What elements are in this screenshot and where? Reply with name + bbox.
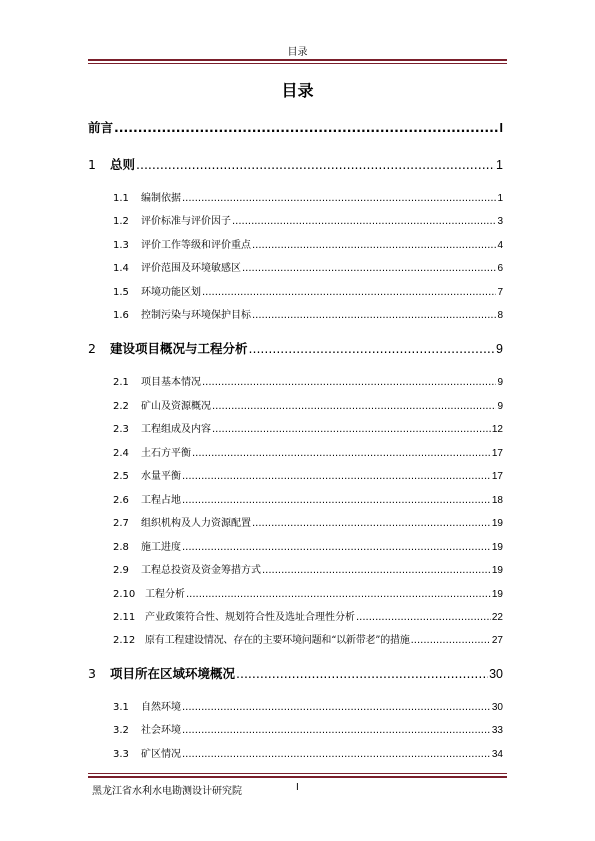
toc-entry-number: 1.1 [113,193,129,204]
toc-entry-title: 工程占地 [141,495,181,506]
toc-entry-number: 2.1 [113,377,129,388]
header-title: 目录 [287,47,308,58]
toc-entry-page: 19 [491,589,503,600]
toc-entry-title: 矿区情况 [141,749,181,760]
toc-entry-page: 19 [491,565,503,576]
toc-entry-1-2[interactable] [113,212,503,227]
toc-entry-page: 22 [491,612,503,623]
toc-entry-title: 组织机构及人力资源配置 [141,518,251,529]
toc-title: 目录 [281,81,314,100]
footer-rule-thick [88,776,507,778]
toc-entry-number: 2.9 [113,565,129,576]
toc-entry-2-3[interactable] [113,420,503,435]
toc-leader-dots [182,749,491,760]
toc-entry-1-5[interactable] [113,283,503,298]
toc-entry-title: 建设项目概况与工程分析 [110,341,248,356]
toc-leader-dots [182,725,491,736]
toc-entry-page: 1 [497,193,503,204]
toc-entry-page: 30 [489,667,503,681]
toc-entry-page: 33 [491,725,503,736]
toc-entry-number: 2.11 [113,612,136,623]
header-rule-thick [88,59,507,61]
toc-entry-number: 3 [88,666,96,681]
toc-entry-1-1[interactable] [113,189,503,204]
toc-entry-title: 工程总投资及资金筹措方式 [141,565,261,576]
header-rule-thin [88,63,507,64]
toc-entry-title: 评价工作等级和评价重点 [141,240,251,251]
toc-entry-chapter-3[interactable] [88,664,503,682]
toc-entry-number: 1.6 [113,310,129,321]
toc-entry-2-12[interactable] [113,631,503,646]
toc-entry-title: 项目基本情况 [141,377,201,388]
toc-entry-title: 前言 [88,120,114,135]
toc-entry-title: 环境功能区划 [141,287,201,298]
toc-entry-title: 原有工程建设情况、存在的主要环境问题和“以新带老”的措施 [145,635,410,646]
toc-entry-page: 9 [497,401,503,412]
toc-entry-title: 社会环境 [141,725,181,736]
toc-entry-number: 1.4 [113,263,129,274]
toc-entry-1-6[interactable] [113,306,503,321]
toc-entry-title: 施工进度 [141,542,181,553]
toc-entry-2-10[interactable] [113,585,503,600]
toc-leader-dots [242,263,496,274]
toc-entry-page: 18 [491,495,503,506]
toc-entry-page: 3 [497,216,503,227]
toc-entry-1-4[interactable] [113,259,503,274]
toc-entry-3-3[interactable] [113,745,503,760]
toc-leader-dots [202,287,496,298]
toc-entry-title: 评价范围及环境敏感区 [141,263,241,274]
toc-entry-page: 9 [497,377,503,388]
toc-entry-preface[interactable] [88,118,503,136]
toc-entry-page: I [499,121,503,135]
toc-leader-dots [186,589,491,600]
toc-entry-number: 1.2 [113,216,129,227]
toc-entry-2-6[interactable] [113,491,503,506]
toc-entry-2-8[interactable] [113,538,503,553]
toc-entry-title: 编制依据 [141,193,181,204]
footer-rule-thin [88,773,507,774]
toc-entry-page: 12 [491,424,503,435]
toc-entry-title: 工程组成及内容 [141,424,211,435]
toc-entry-2-7[interactable] [113,514,503,529]
toc-entry-chapter-2[interactable] [88,339,503,357]
toc-leader-dots [192,448,491,459]
toc-leader-dots [356,612,491,623]
toc-entry-number: 1.3 [113,240,129,251]
toc-entry-number: 3.2 [113,725,129,736]
toc-leader-dots [182,542,491,553]
toc-entry-2-5[interactable] [113,467,503,482]
toc-leader-dots [114,120,499,135]
toc-entry-1-3[interactable] [113,236,503,251]
toc-entry-2-2[interactable] [113,397,503,412]
toc-entry-chapter-1[interactable] [88,155,503,173]
toc-entry-page: 17 [491,471,503,482]
toc-entry-title: 自然环境 [141,702,181,713]
toc-leader-dots [232,216,496,227]
toc-leader-dots [182,702,491,713]
toc-leader-dots [182,471,491,482]
toc-entry-2-9[interactable] [113,561,503,576]
toc-entry-number: 2.6 [113,495,129,506]
toc-entry-number: 2.8 [113,542,129,553]
toc-entry-page: 8 [497,310,503,321]
toc-entry-title: 工程分析 [145,589,185,600]
toc-leader-dots [411,635,491,646]
toc-leader-dots [212,424,491,435]
toc-leader-dots [136,157,495,172]
toc-leader-dots [236,666,488,681]
toc-entry-page: 19 [491,518,503,529]
toc-entry-title: 总则 [110,157,136,172]
toc-entry-page: 34 [491,749,503,760]
toc-leader-dots [182,193,496,204]
toc-leader-dots [252,240,496,251]
toc-entry-page: 19 [491,542,503,553]
toc-leader-dots [249,341,496,356]
toc-entry-3-2[interactable] [113,721,503,736]
toc-leader-dots [262,565,491,576]
toc-entry-number: 2 [88,341,96,356]
toc-entry-page: 30 [491,702,503,713]
toc-entry-page: 17 [491,448,503,459]
footer-page-number: I [296,782,299,793]
toc-entry-page: 7 [497,287,503,298]
toc-entry-page: 9 [496,342,503,356]
toc-entry-number: 2.3 [113,424,129,435]
toc-entry-2-11[interactable] [113,608,503,623]
toc-entry-3-1[interactable] [113,698,503,713]
toc-entry-title: 水量平衡 [141,471,181,482]
toc-entry-number: 3.3 [113,749,129,760]
toc-entry-2-1[interactable] [113,373,503,388]
toc-entry-title: 控制污染与环境保护目标 [141,310,251,321]
toc-entry-title: 土石方平衡 [141,448,191,459]
toc-entry-number: 2.5 [113,471,129,482]
toc-entry-page: 4 [497,240,503,251]
toc-entry-number: 3.1 [113,702,129,713]
toc-entry-number: 2.12 [113,635,136,646]
toc-entry-2-4[interactable] [113,444,503,459]
toc-entry-number: 2.4 [113,448,129,459]
toc-entry-page: 6 [497,263,503,274]
toc-leader-dots [182,495,491,506]
toc-entry-title: 产业政策符合性、规划符合性及选址合理性分析 [145,612,355,623]
toc-entry-title: 项目所在区域环境概况 [110,666,236,681]
toc-entry-number: 2.10 [113,589,136,600]
toc-leader-dots [252,518,491,529]
toc-entry-page: 1 [496,158,503,172]
toc-entry-page: 27 [491,635,503,646]
toc-entry-title: 评价标准与评价因子 [141,216,231,227]
toc-entry-title: 矿山及资源概况 [141,401,211,412]
toc-entry-number: 1.5 [113,287,129,298]
toc-leader-dots [252,310,496,321]
toc-leader-dots [202,377,496,388]
footer-organization: 黑龙江省水利水电勘测设计研究院 [92,786,242,797]
toc-entry-number: 2.2 [113,401,129,412]
toc-entry-number: 1 [88,157,96,172]
toc-entry-number: 2.7 [113,518,129,529]
toc-leader-dots [212,401,496,412]
